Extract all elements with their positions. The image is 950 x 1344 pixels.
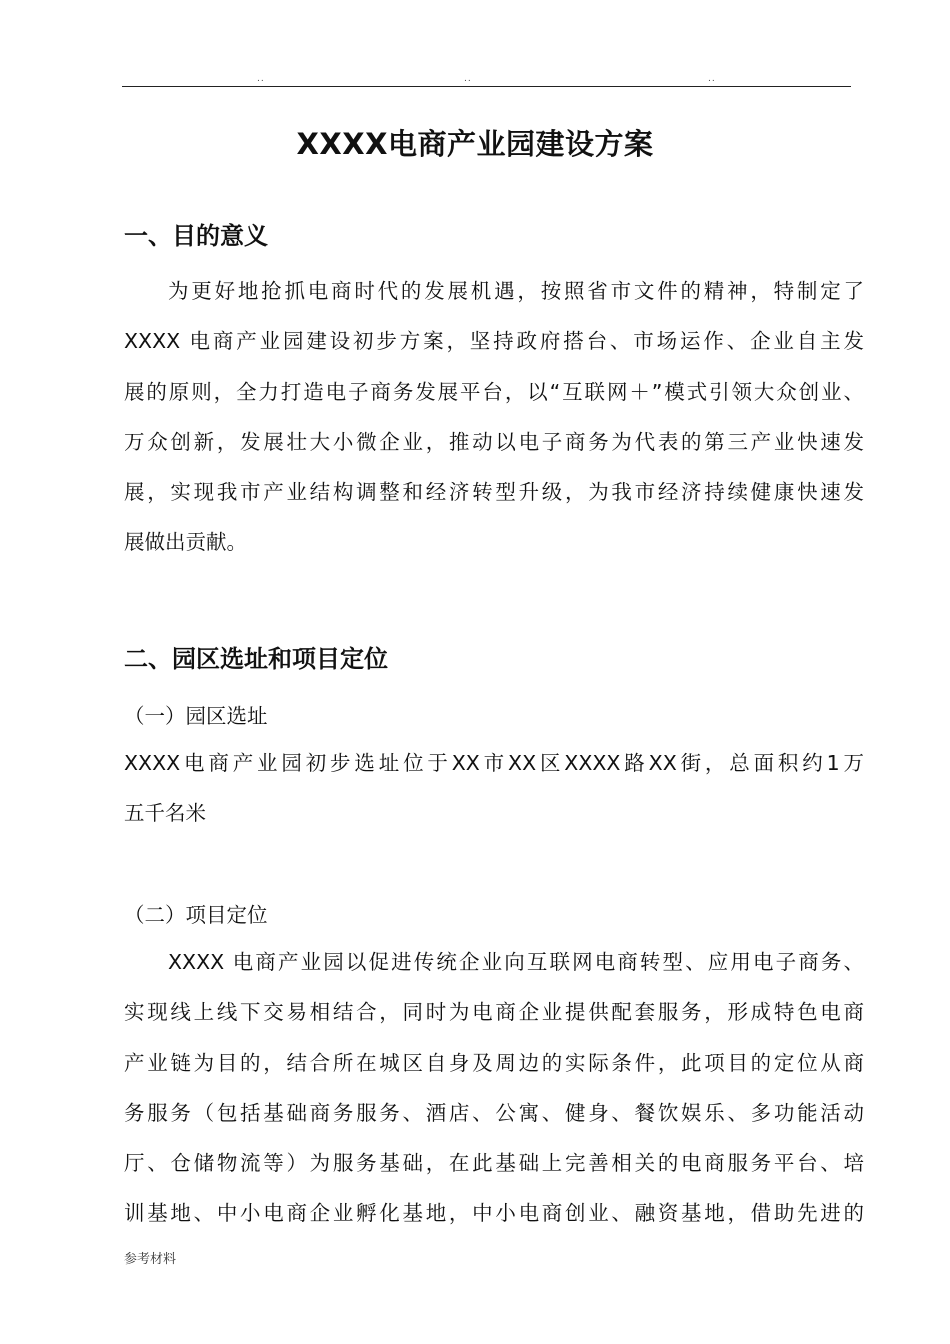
paragraph-line: 万众创新，发展壮大小微企业，推动以电子商务为代表的第三产业快速发 (124, 429, 864, 454)
subsection-2-paragraph (124, 937, 864, 1239)
header-mark-right: .. (708, 74, 716, 84)
paragraph-line: 训基地、中小电商企业孵化基地，中小电商创业、融资基地，借助先进的 (124, 1201, 864, 1226)
paragraph-line: 实现线上线下交易相结合，同时为电商企业提供配套服务，形成特色电商 (124, 1000, 864, 1025)
section-1-heading: 一、目的意义 (124, 222, 268, 250)
section-1-paragraph (124, 266, 864, 568)
paragraph-line: 厅、仓储物流等）为服务基础，在此基础上完善相关的电商服务平台、培 (124, 1151, 864, 1176)
paragraph-line: XXXX电商产业园初步选址位于XX市XX区XXXX路XX街，总面积约1万 (124, 751, 864, 775)
footer-label: 参考材料 (124, 1252, 177, 1267)
paragraph-line: XXXX 电商产业园建设初步方案，坚持政府搭台、市场运作、企业自主发 (124, 329, 864, 354)
paragraph-line: 展，实现我市产业结构调整和经济转型升级，为我市经济持续健康快速发 (124, 480, 864, 505)
subsection-1-heading: （一）园区选址 (124, 704, 268, 728)
subsection-2-heading: （二）项目定位 (124, 903, 268, 927)
paragraph-line: 展的原则，全力打造电子商务发展平台，以“互联网＋”模式引领大众创业、 (124, 379, 864, 404)
document-title: XXXX电商产业园建设方案 (296, 127, 654, 161)
subsection-1-paragraph (124, 738, 864, 839)
paragraph-line: 五千名米 (124, 801, 206, 826)
paragraph-line: XXXX 电商产业园以促进传统企业向互联网电商转型、应用电子商务、 (168, 950, 864, 974)
paragraph-line: 展做出贡献。 (124, 530, 247, 555)
header-mark-center: .. (464, 74, 472, 84)
paragraph-line: 为更好地抢抓电商时代的发展机遇，按照省市文件的精神，特制定了 (168, 279, 864, 303)
header-rule (122, 86, 851, 87)
paragraph-line: 务服务（包括基础商务服务、酒店、公寓、健身、餐饮娱乐、多功能活动 (124, 1100, 864, 1125)
section-2-heading: 二、园区选址和项目定位 (124, 645, 388, 673)
paragraph-line: 产业链为目的，结合所在城区自身及周边的实际条件，此项目的定位从商 (124, 1050, 864, 1075)
header-mark-left: .. (257, 74, 265, 84)
